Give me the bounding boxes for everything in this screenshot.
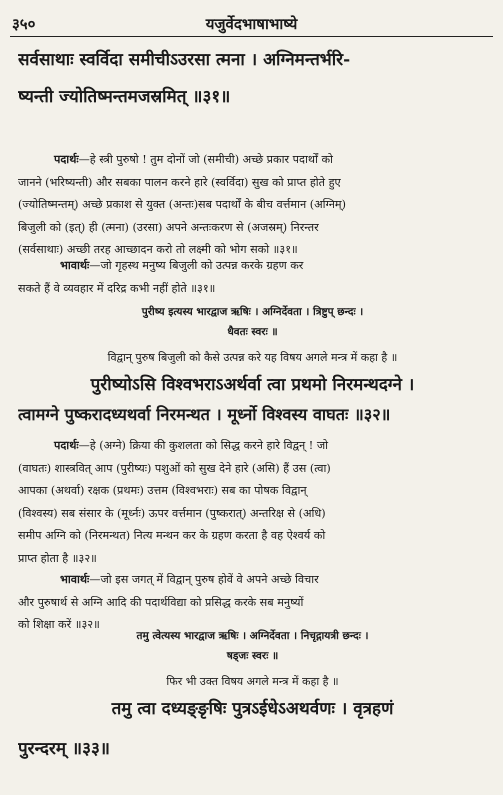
bhavartha-31 bbox=[18, 254, 487, 300]
padartha-32-line: (विश्वस्य) सब संसार के (मूर्ध्नः) ऊपर वर्त्तमान (पुष्करात्) अन्तरिक्ष से (अधि) bbox=[18, 506, 326, 520]
mantra-31-line-1: सर्वसाथाः स्वर्विदा समीचीऽउरसा त्मना । अग्निमन्तर्भरि- bbox=[18, 50, 351, 70]
mantra-31-line-2: ष्यन्ती ज्योतिष्मन्तमजस्रमित् ॥३१॥ bbox=[18, 87, 231, 107]
bhavartha-32-line: और पुरुषार्थ से अग्नि आदि की पदार्थविद्या को प्रसिद्ध करके सब मनुष्यों bbox=[18, 595, 304, 609]
padartha-32-line: पदार्थः—हे (अग्ने) क्रिया की कुशलता को सिद्ध करने हारे विद्वन् ! जो bbox=[54, 438, 329, 452]
padartha-32-line: आपका (अथर्वा) रक्षक (प्रथमः) उत्तम (विश्वभराः) सब का पोषक विद्वान् bbox=[18, 484, 307, 497]
intro-33: फिर भी उक्त विषय अगले मन्त्र में कहा है ॥ bbox=[166, 675, 339, 688]
meta-32-line-1: पुरीष्य इत्यस्य भारद्वाज ऋषिः । अग्निर्देवता । त्रिष्टुप् छन्दः । bbox=[141, 306, 364, 318]
padartha-32 bbox=[18, 434, 487, 570]
intro-32: विद्वान् पुरुष बिजुली को कैसे उत्पन्न करे यह विषय अगले मन्त्र में कहा है ॥ bbox=[107, 351, 398, 364]
running-title: यजुर्वेदभाषाभाष्ये bbox=[205, 15, 298, 33]
padartha-32-line: (वाघतः) शास्त्रवित् आप (पुरीष्यः) पशुओं को सुख देने हारे (असि) हैं उस (त्वा) bbox=[18, 461, 331, 475]
padartha-32-line: समीप अग्नि को (निरमन्थत) नित्य मन्थन कर के ग्रहण करता है वह ऐश्वर्य को bbox=[18, 529, 326, 542]
bhavartha-31-line: भावार्थः—जो गृहस्थ मनुष्य बिजुली को उत्पन्न करके ग्रहण कर bbox=[60, 258, 304, 272]
meta-32-line-2: धैवतः स्वरः ॥ bbox=[227, 326, 278, 338]
page-header bbox=[10, 14, 493, 37]
bhavartha-label: भावार्थः bbox=[60, 572, 90, 586]
padartha-label: पदार्थः bbox=[54, 152, 79, 166]
padartha-31-line: बिजुली को (इत्) ही (त्मना) (उरसा) अपने अन्तःकरण से (अजस्रम्) निरन्तर bbox=[18, 220, 319, 234]
bhavartha-32-line: भावार्थः—जो इस जगत् में विद्वान् पुरुष होवें वे अपने अच्छे विचार bbox=[60, 572, 319, 586]
padartha-31-line: पदार्थः—हे स्त्री पुरुषो ! तुम दोनों जो (समीची) अच्छे प्रकार पदार्थों को bbox=[54, 152, 333, 166]
meta-33-line-1: तमु त्वेत्यस्य भारद्वाज ऋषिः । अग्निर्देवता । निचृद्गायत्री छन्दः । bbox=[136, 630, 369, 642]
meta-33-line-2: षड्जः स्वरः ॥ bbox=[226, 650, 279, 662]
bhavartha-32-line: को शिक्षा करें ॥३२॥ bbox=[18, 618, 100, 631]
page-number: ३५० bbox=[12, 15, 36, 33]
padartha-31-line: (सर्वसाथाः) अच्छी तरह आच्छादन करो तो लक्ष्मी को भोग सको ॥३१॥ bbox=[18, 243, 298, 256]
mantra-32-line-1: पुरीष्योऽसि विश्वभराऽअर्थर्वा त्वा प्रथमो निरमन्थदग्ने । bbox=[90, 375, 415, 395]
padartha-label: पदार्थः bbox=[54, 438, 79, 452]
padartha-31 bbox=[18, 148, 487, 262]
bhavartha-31-line: सकते हैं वे व्यवहार में दरिद्र कभी नहीं होते ॥३१॥ bbox=[18, 281, 216, 295]
padartha-31-line: (ज्योतिष्मन्तम्) अच्छे प्रकाश से युक्त (अन्तः)सब पदार्थों के बीच वर्त्तमान (अग्निम्) bbox=[18, 198, 346, 211]
bhavartha-label: भावार्थः bbox=[60, 258, 90, 272]
mantra-32-line-2: त्वामग्ने पुष्करादध्यथर्वा निरमन्थत । मूर्ध्नो विश्वस्य वाघतः ॥३२॥ bbox=[18, 405, 391, 424]
mantra-33-line-2: पुरन्दरम् ॥३३॥ bbox=[18, 739, 110, 759]
padartha-31-line: जानने (भरिष्यन्ती) और सबका पालन करने हारे (स्वर्विदा) सुख को प्राप्त होते हुए bbox=[18, 175, 341, 189]
mantra-33-line-1: तमु त्वा दध्यङ्ङृषिः पुत्रऽईधेऽअथर्वणः । वृत्रहणं bbox=[111, 699, 394, 719]
padartha-32-line: प्राप्त होता है ॥३२॥ bbox=[18, 551, 97, 565]
